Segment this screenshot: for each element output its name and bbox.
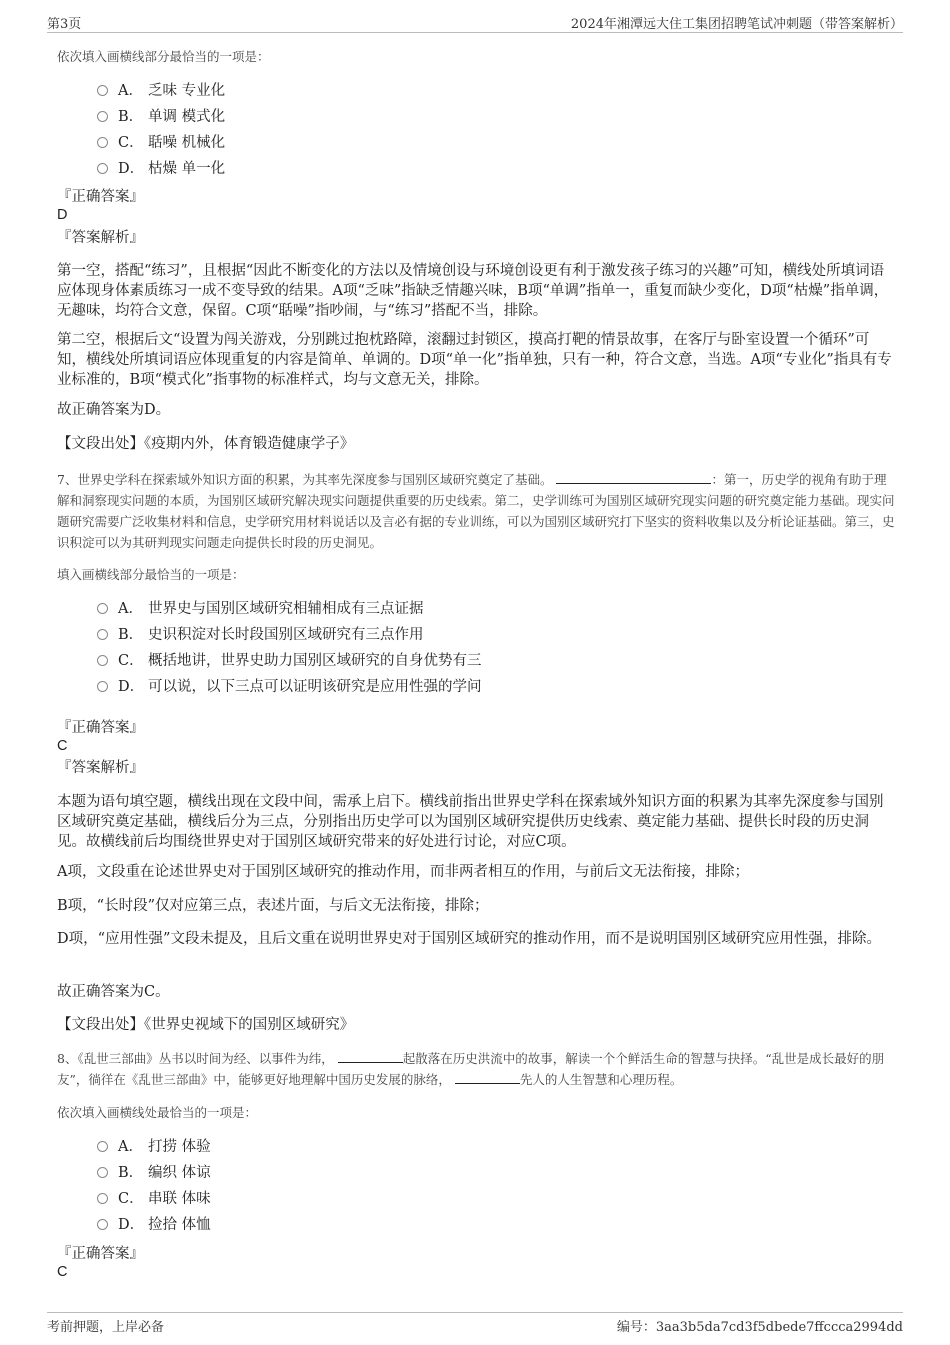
- q6-analysis-para-2: 第二空，根据后文“设置为闯关游戏，分别跳过抱枕路障，滚翻过封锁区，摸高打靶的情景故事，在客厅与卧室设置一个循环”可知，横线处所填词语应体现重复的内容是简单、单调的。D项“单一化”指单独，只有一种，符合文意，当选。A项“专业化”指具有专业标准的，B项“模式化”指事物的标准样式，均与文意无关，排除。: [57, 332, 892, 388]
- q8-prompt: 依次填入画横线处最恰当的一项是：: [57, 1105, 258, 1120]
- q6-option-d[interactable]: D． 枯燥 单一化: [97, 158, 225, 180]
- radio-icon[interactable]: [97, 681, 108, 692]
- page-header: [47, 13, 903, 33]
- footer-slogan: 考前押题，上岸必备: [47, 1320, 165, 1335]
- q7-analysis-para-1: 本题为语句填空题，横线出现在文段中间，需承上启下。横线前指出世界史学科在探索域外知识方面的积累为其率先深度参与国别区域研究奠定基础，横线后分为三点，分别指出历史学可以为国别区域研究提供历史线索、奠定能力基础、提供长时段的历史洞见。故横线前后均围绕世界史对于国别区域研究带来的好处进行讨论，对应C项。: [57, 794, 884, 850]
- q6-prompt: 依次填入画横线部分最恰当的一项是：: [57, 49, 270, 64]
- radio-icon[interactable]: [97, 1167, 108, 1178]
- q6-answer-label: 『正确答案』: [57, 189, 144, 205]
- q8-option-d[interactable]: D． 捡拾 体恤: [97, 1214, 211, 1236]
- document-id: 编号：3aa3b5da7cd3f5dbede7ffccca2994dd: [616, 1320, 903, 1335]
- radio-icon[interactable]: [97, 655, 108, 666]
- radio-icon[interactable]: [97, 1141, 108, 1152]
- q8-answer-label: 『正确答案』: [57, 1246, 144, 1262]
- q8-option-c[interactable]: C． 串联 体味: [97, 1188, 211, 1210]
- q6-analysis-para-1: 第一空，搭配“练习”，且根据“因此不断变化的方法以及情境创设与环境创设更有利于激发孩子练习的兴趣”可知，横线处所填词语应体现身体素质练习一成不变导致的结果。A项“乏味”指缺乏情趣兴味，B项“单调”指单一，重复而缺少变化，D项“枯燥”指单调，无趣味，均符合文意，保留。C项“聒噪”指吵闹，与“练习”搭配不当，排除。: [57, 263, 889, 319]
- q7-answer: C: [57, 738, 68, 754]
- q8-stem: 8、《乱世三部曲》丛书以时间为经、以事件为纬， 起散落在历史洪流中的故事，解读一个个鲜活生命的智慧与抉择。“乱世是成长最好的朋友”，徜徉在《乱世三部曲》中，能够更好地理解中国历史发展的脉络， 先人的人生智慧和心理历程。: [57, 1051, 885, 1087]
- q7-analysis-para-4: D项，“应用性强”文段未提及，且后文重在说明世界史对于国别区域研究的推动作用，而不是说明国别区域研究应用性强，排除。: [57, 931, 881, 947]
- q7-analysis-label: 『答案解析』: [57, 760, 144, 776]
- q7-option-d[interactable]: D． 可以说，以下三点可以证明该研究是应用性强的学问: [97, 676, 482, 698]
- document-title: 2024年湘潭远大住工集团招聘笔试冲刺题（带答案解析）: [570, 17, 903, 32]
- q7-analysis-para-3: B项，“长时段”仅对应第三点，表述片面，与后文无法衔接，排除；: [57, 898, 489, 914]
- fill-blank: [556, 471, 711, 484]
- q7-option-a[interactable]: A． 世界史与国别区域研究相辅相成有三点证据: [97, 598, 424, 620]
- q7-answer-label: 『正确答案』: [57, 720, 144, 736]
- q7-prompt: 填入画横线部分最恰当的一项是：: [57, 567, 245, 582]
- q6-source: 【文段出处】《疫期内外，体育锻造健康学子》: [57, 436, 355, 452]
- q7-option-c[interactable]: C． 概括地讲，世界史助力国别区域研究的自身优势有三: [97, 650, 482, 672]
- q7-source: 【文段出处】《世界史视域下的国别区域研究》: [57, 1017, 355, 1033]
- q6-option-a[interactable]: A． 乏味 专业化: [97, 80, 225, 102]
- q7-analysis-conclusion: 故正确答案为C。: [57, 984, 170, 1000]
- q6-analysis-conclusion: 故正确答案为D。: [57, 402, 171, 418]
- q6-option-c[interactable]: C． 聒噪 机械化: [97, 132, 225, 154]
- radio-icon[interactable]: [97, 163, 108, 174]
- q8-answer: C: [57, 1264, 68, 1280]
- q6-analysis-label: 『答案解析』: [57, 230, 144, 246]
- radio-icon[interactable]: [97, 137, 108, 148]
- q8-option-a[interactable]: A． 打捞 体验: [97, 1136, 211, 1158]
- radio-icon[interactable]: [97, 603, 108, 614]
- page-number: 第3页: [47, 17, 82, 32]
- q6-option-b[interactable]: B． 单调 模式化: [97, 106, 225, 128]
- header-divider: [47, 32, 903, 33]
- fill-blank: [455, 1071, 520, 1084]
- page-footer: [47, 1312, 903, 1338]
- radio-icon[interactable]: [97, 629, 108, 640]
- q6-answer: D: [57, 207, 68, 223]
- radio-icon[interactable]: [97, 85, 108, 96]
- q7-stem: 7、世界史学科在探索域外知识方面的积累，为其率先深度参与国别区域研究奠定了基础。 ：第一，历史学的视角有助于理解和洞察现实问题的本质，为国别区域研究解决现实问题提供重要的历史线索。第二，史学训练可为国别区域研究现实问题的研究奠定能力基础。现实问题研究需要广泛收集材料和信息，史学研究用材料说话以及言必有据的专业训练，可以为国别区域研究打下坚实的资料收集以及分析论证基础。第三，史识积淀可以为其研判现实问题走向提供长时段的历史洞见。: [57, 472, 895, 550]
- radio-icon[interactable]: [97, 1219, 108, 1230]
- radio-icon[interactable]: [97, 111, 108, 122]
- fill-blank: [338, 1050, 403, 1063]
- radio-icon[interactable]: [97, 1193, 108, 1204]
- q7-analysis-para-2: A项，文段重在论述世界史对于国别区域研究的推动作用，而非两者相互的作用，与前后文无法衔接，排除；: [57, 864, 749, 880]
- q7-option-b[interactable]: B． 史识积淀对长时段国别区域研究有三点作用: [97, 624, 424, 646]
- q8-option-b[interactable]: B． 编织 体谅: [97, 1162, 211, 1184]
